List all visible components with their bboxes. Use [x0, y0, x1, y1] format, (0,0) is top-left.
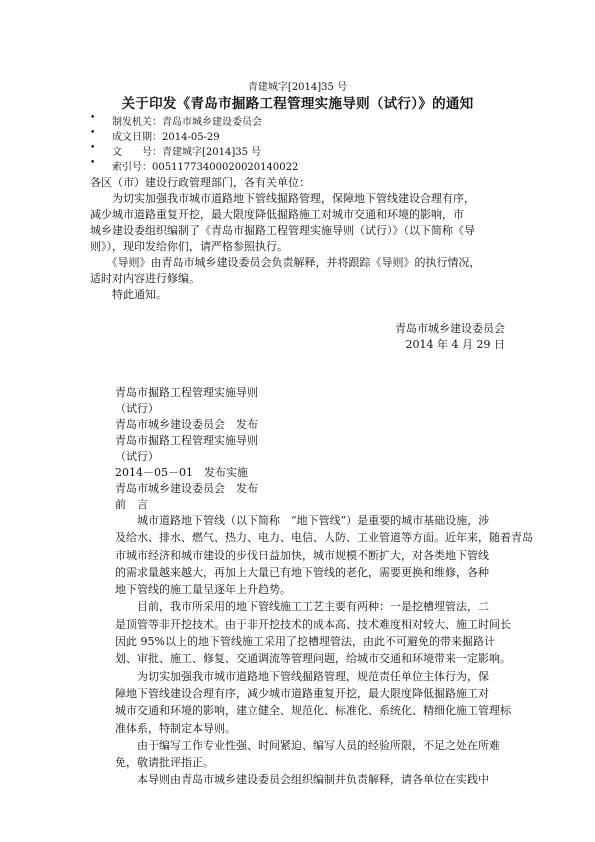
guide-title: 青岛市掘路工程管理实施导则: [115, 386, 258, 399]
preface-body: [115, 512, 533, 789]
paragraph-1: [90, 191, 505, 255]
document-number: 青建城字[2014]35 号: [247, 82, 348, 93]
text-line: 则》），现印发给你们，请严格参照执行。: [90, 240, 288, 253]
text-line: 《导则》由青岛市城乡建设委员会负责解释，并将跟踪《导则》的执行情况，: [90, 256, 481, 269]
bullet-icon: •: [90, 158, 96, 168]
text-line: 及给水、排水、燃气、热力、电力、电信、人防、工业管道等方面。近年来，随着青岛: [115, 531, 533, 545]
text-line: 为切实加强我市城市道路地下管线掘路管理，规范责任单位主体行为，保: [115, 669, 489, 683]
text-line: 本导则由青岛市城乡建设委员会组织编制并负责解释，请各单位在实践中: [115, 773, 489, 787]
guide-publisher: 青岛市城乡建设委员会 发布: [115, 418, 258, 431]
guide-title-repeat: 青岛市掘路工程管理实施导则: [115, 434, 258, 447]
text-line: 城市交通和环境的影响，建立健全、规范化、标准化、系统化、精细化施工管理标: [115, 704, 511, 718]
bullet-icon: •: [90, 113, 96, 123]
text-line: 划、审批、施工、修复、交通调流等管理问题，给城市交通和环境带来一定影响。: [115, 652, 511, 666]
text-line: 由于编写工作专业性强、时间紧迫、编写人员的经验所限，不足之处在所难: [115, 738, 500, 752]
guide-publisher-repeat: 青岛市城乡建设委员会 发布: [115, 482, 258, 495]
closing-line: 特此通知。: [90, 288, 167, 301]
bullet-icon: •: [90, 143, 96, 153]
text-line: 障地下管线建设合理有序，减少城市道路重复开挖，最大限度降低掘路施工对: [115, 686, 489, 700]
guide-trial-label: （试行）: [115, 402, 159, 415]
text-line: 市城市经济和城市建设的步伐日益加快，城市规模不断扩大，对各类地下管线: [115, 548, 489, 562]
text-line: 准体系，特制定本导则。: [115, 721, 236, 735]
bullet-icon: •: [90, 128, 96, 138]
text-line: 的需求量越来越大，再加上大量已有地下管线的老化，需要更换和维修，各种: [115, 565, 489, 579]
signature-date: 2014 年 4 月 29 日: [405, 338, 505, 351]
guide-trial-label-repeat: （试行）: [115, 450, 159, 463]
text-line: 为切实加强我市城市道路地下管线掘路管理，保障地下管线建设合理有序，: [90, 192, 475, 205]
signature: 青岛市城乡建设委员会: [395, 322, 505, 335]
preface-heading: 前 言: [115, 498, 148, 511]
text-line: 目前，我市所采用的地下管线施工工艺主要有两种：一是挖槽埋管法，二: [115, 600, 489, 614]
text-line: 减少城市道路重复开挖，最大限度降低掘路施工对城市交通和环境的影响，市: [90, 208, 464, 221]
text-line: 免，敬请批评指正。: [115, 756, 214, 770]
text-line: 是顶管等非开挖技术。由于非开挖技术的成本高、技术难度相对较大、施工时间长: [115, 617, 511, 631]
guide-effective-date: 2014－05－01 发布实施: [115, 466, 248, 479]
text-line: 地下管线的施工量呈逐年上升趋势。: [115, 583, 291, 597]
greeting: 各区（市）建设行政管理部门，各有关单位：: [90, 176, 310, 189]
text-line: 适时对内容进行修编。: [90, 272, 200, 285]
text-line: 城乡建设委组织编制了《青岛市掘路工程管理实施导则（试行）》（以下简称《导: [90, 224, 475, 237]
text-line: 因此 95%以上的地下管线施工采用了挖槽埋管法，由此不可避免的带来掘路计: [115, 635, 495, 649]
text-line: 城市道路地下管线（以下简称 “地下管线”）是重要的城市基础设施，涉: [115, 514, 490, 527]
paragraph-2: [90, 255, 505, 287]
notice-title: 关于印发《青岛市掘路工程管理实施导则（试行）》的通知: [121, 96, 474, 112]
